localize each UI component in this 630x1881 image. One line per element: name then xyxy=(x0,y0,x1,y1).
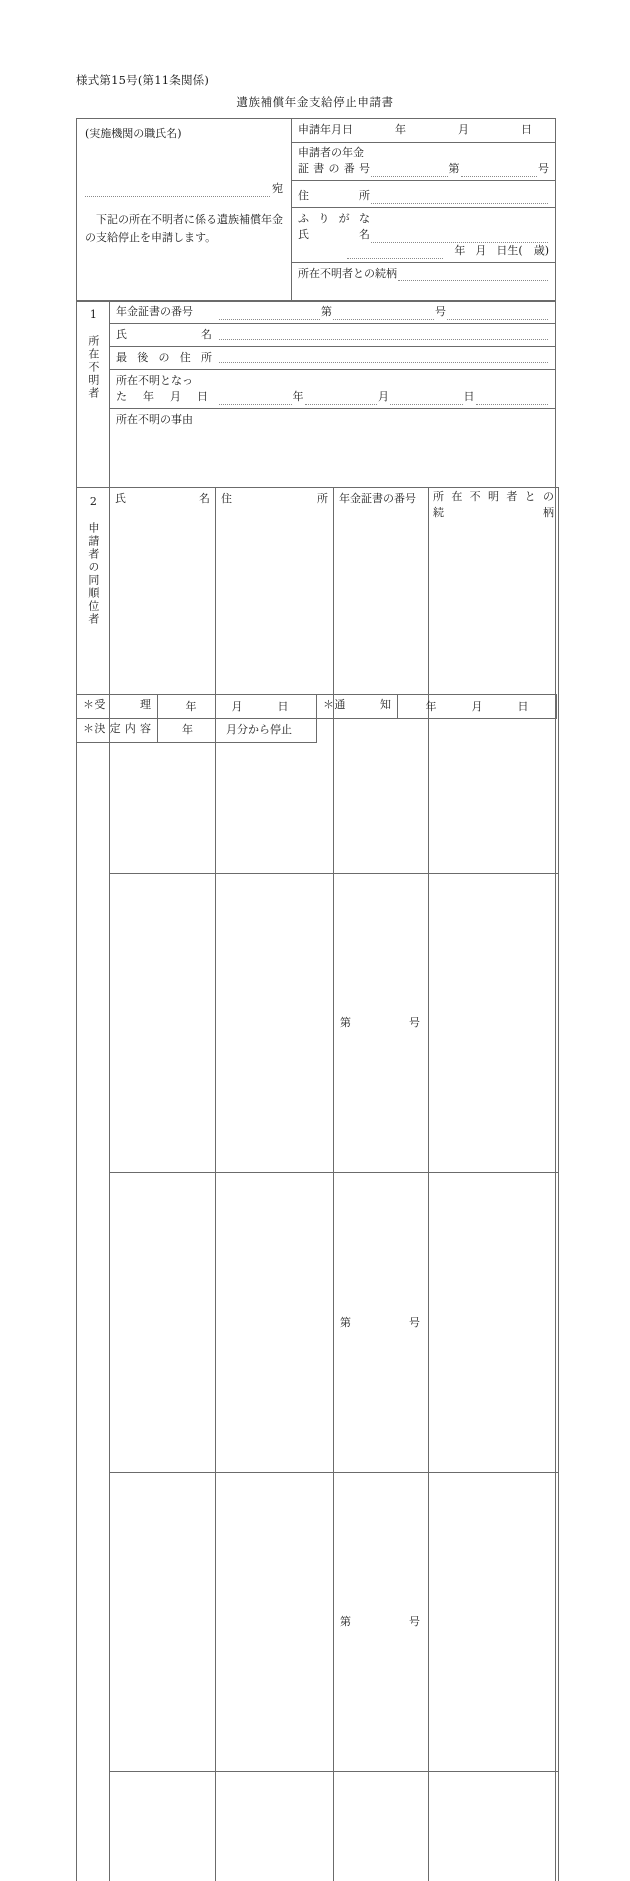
cell-relation[interactable] xyxy=(429,1771,559,1881)
cell-certificate-dai: 第 xyxy=(340,1315,351,1331)
notice-day: 日 xyxy=(518,699,529,715)
missing-certificate-dots-mid[interactable] xyxy=(333,307,434,320)
application-date-label: 申請年月日 xyxy=(298,122,353,138)
col-header-name-text: 氏 名 xyxy=(110,488,215,510)
section-1-number: 1 xyxy=(86,308,100,323)
receipt-day: 日 xyxy=(278,699,289,715)
col-header-name xyxy=(110,488,216,874)
missing-since-dots-4[interactable] xyxy=(476,392,549,405)
decision-text: 月分から停止 xyxy=(226,723,292,736)
applicant-relation-row xyxy=(292,263,555,285)
missing-since-date-row xyxy=(110,370,555,409)
cell-name[interactable] xyxy=(110,1771,216,1881)
col-header-certificate-text: 年金証書の番号 xyxy=(334,488,428,510)
page-title: 遺族補償年金支給停止申請書 xyxy=(0,94,630,110)
cell-relation[interactable] xyxy=(429,1173,559,1472)
col-header-relation xyxy=(429,488,559,874)
cell-name[interactable] xyxy=(110,1173,216,1472)
receipt-date-cell[interactable] xyxy=(158,695,317,719)
applicant-certificate-field[interactable] xyxy=(298,161,549,177)
receipt-label-cell xyxy=(77,695,158,719)
cell-certificate-dai: 第 xyxy=(340,1614,351,1630)
form-page xyxy=(0,0,630,903)
applicant-relation-label: 所在不明者との続柄 xyxy=(298,266,397,282)
applicant-name-row xyxy=(292,208,555,263)
decision-value-cell[interactable] xyxy=(158,719,317,743)
section-2-title: 申請者の同順位者 xyxy=(86,522,100,626)
missing-certificate-label: 年金証書の番号 xyxy=(116,304,212,320)
notice-month: 月 xyxy=(472,699,483,715)
section-1-title: 所在不明者 xyxy=(86,335,100,400)
office-use-table xyxy=(76,694,557,743)
notice-label-cell xyxy=(317,695,398,719)
missing-since-dots-2[interactable] xyxy=(305,392,378,405)
applicant-certificate-dots-right[interactable] xyxy=(461,164,538,177)
cell-address[interactable] xyxy=(216,874,334,1173)
decision-year: 年 xyxy=(182,723,193,736)
application-date-row xyxy=(292,119,555,143)
application-date-month[interactable]: 月 xyxy=(458,122,469,138)
applicant-relation-dots[interactable] xyxy=(398,268,548,281)
missing-last-address-dots[interactable] xyxy=(219,350,548,363)
cell-certificate[interactable] xyxy=(334,874,429,1173)
addressee-suffix: 宛 xyxy=(270,181,283,197)
missing-reason-row[interactable] xyxy=(110,409,555,451)
col-header-relation-line1: 所在不明者との xyxy=(433,489,554,505)
table-row[interactable] xyxy=(77,874,559,1173)
applicant-address-label: 住 所 xyxy=(298,188,370,204)
cell-address[interactable] xyxy=(216,1771,334,1881)
receipt-notice-row xyxy=(77,695,557,719)
applicant-address-row xyxy=(292,181,555,208)
applicant-name-label: 氏 名 xyxy=(298,227,370,243)
missing-since-label-line1: 所在不明となっ xyxy=(116,373,212,389)
application-statement: 下記の所在不明者に係る遺族補償年金の支給停止を申請します。 xyxy=(85,211,283,246)
agency-cell xyxy=(77,119,292,302)
applicant-address-field[interactable] xyxy=(298,184,549,204)
cell-certificate[interactable] xyxy=(334,1472,429,1771)
applicant-certificate-dai: 第 xyxy=(449,161,460,177)
missing-certificate-dots-right[interactable] xyxy=(447,307,548,320)
missing-certificate-row xyxy=(110,301,555,324)
applicant-certificate-gou: 号 xyxy=(538,161,549,177)
applicant-header-table xyxy=(76,118,556,302)
section-2-number: 2 xyxy=(86,495,100,510)
applicant-birth-day-suffix: 日生( 歳) xyxy=(496,243,549,259)
missing-since-date-field[interactable] xyxy=(218,389,549,405)
col-header-relation-line2: 続 柄 xyxy=(433,505,554,521)
cell-name[interactable] xyxy=(110,1472,216,1771)
receipt-month: 月 xyxy=(232,699,243,715)
applicant-address-dots[interactable] xyxy=(371,191,548,204)
missing-since-label-line2: た 年 月 日 xyxy=(116,389,208,405)
cell-certificate-gou: 号 xyxy=(409,1015,420,1031)
addressee-dotted-line[interactable] xyxy=(85,183,270,197)
missing-last-address-row xyxy=(110,347,555,370)
agency-label: (実施機関の職氏名) xyxy=(85,126,182,142)
decision-empty-cell-1 xyxy=(317,719,398,743)
missing-since-dots-1[interactable] xyxy=(219,392,292,405)
application-date-day[interactable]: 日 xyxy=(521,122,532,138)
addressee-field[interactable] xyxy=(85,181,283,197)
applicant-certificate-label-line1: 申請者の年金 xyxy=(298,146,549,161)
cell-certificate[interactable] xyxy=(334,1173,429,1472)
missing-since-year: 年 xyxy=(293,389,304,405)
decision-empty-cell-2 xyxy=(398,719,557,743)
applicant-info-cell xyxy=(292,119,556,302)
decision-label-cell xyxy=(77,719,158,743)
applicant-birth-month: 月 xyxy=(475,243,496,259)
notice-year: 年 xyxy=(426,699,437,715)
receipt-year: 年 xyxy=(186,699,197,715)
application-date-year[interactable]: 年 xyxy=(395,122,406,138)
missing-certificate-dots-left[interactable] xyxy=(219,307,320,320)
missing-name-dots[interactable] xyxy=(219,327,548,340)
table-row[interactable] xyxy=(77,1173,559,1472)
applicant-certificate-dots-left[interactable] xyxy=(371,164,448,177)
cell-certificate[interactable] xyxy=(334,1771,429,1881)
cell-certificate-dai: 第 xyxy=(340,1015,351,1031)
cell-name[interactable] xyxy=(110,874,216,1173)
applicant-name-field[interactable] xyxy=(298,227,549,243)
missing-certificate-gou: 号 xyxy=(435,304,446,320)
col-header-certificate xyxy=(334,488,429,874)
missing-certificate-field[interactable] xyxy=(218,304,549,320)
applicant-relation-field[interactable] xyxy=(298,266,549,282)
missing-since-month: 月 xyxy=(378,389,389,405)
notice-date-cell[interactable] xyxy=(398,695,557,719)
table-row[interactable] xyxy=(77,1771,559,1881)
missing-since-dots-3[interactable] xyxy=(390,392,463,405)
missing-since-day: 日 xyxy=(464,389,475,405)
applicant-birth-field[interactable] xyxy=(298,243,549,259)
cell-relation[interactable] xyxy=(429,1472,559,1771)
cell-certificate-gou: 号 xyxy=(409,1614,420,1630)
form-number: 様式第15号(第11条関係) xyxy=(76,72,209,88)
col-header-relation-box xyxy=(429,488,558,522)
applicant-birth-year: 年 xyxy=(444,243,475,259)
col-header-address-text: 住 所 xyxy=(216,488,333,510)
decision-label: ＊決 定 内 容 xyxy=(77,719,157,739)
missing-name-label: 氏 名 xyxy=(116,327,212,343)
applicant-furigana-label: ふ り が な xyxy=(298,211,370,227)
cell-relation[interactable] xyxy=(429,874,559,1173)
notice-label: ＊通 知 xyxy=(317,695,397,715)
missing-last-address-field[interactable] xyxy=(218,350,549,363)
applicant-certificate-row xyxy=(292,143,555,181)
applicant-certificate-label-line2: 証書の番号 xyxy=(298,161,370,177)
col-header-address xyxy=(216,488,334,874)
missing-name-row xyxy=(110,324,555,347)
receipt-label: ＊受 理 xyxy=(77,695,157,715)
cell-address[interactable] xyxy=(216,1173,334,1472)
missing-name-field[interactable] xyxy=(218,327,549,340)
cell-certificate-gou: 号 xyxy=(409,1315,420,1331)
cell-address[interactable] xyxy=(216,1472,334,1771)
decision-row xyxy=(77,719,557,743)
missing-reason-label: 所在不明の事由 xyxy=(116,412,212,428)
applicant-name-dots[interactable] xyxy=(371,230,548,243)
missing-last-address-label: 最 後 の 住 所 xyxy=(116,350,212,366)
applicant-birth-dots[interactable] xyxy=(347,246,443,259)
missing-certificate-dai: 第 xyxy=(321,304,332,320)
table-row[interactable] xyxy=(77,1472,559,1771)
